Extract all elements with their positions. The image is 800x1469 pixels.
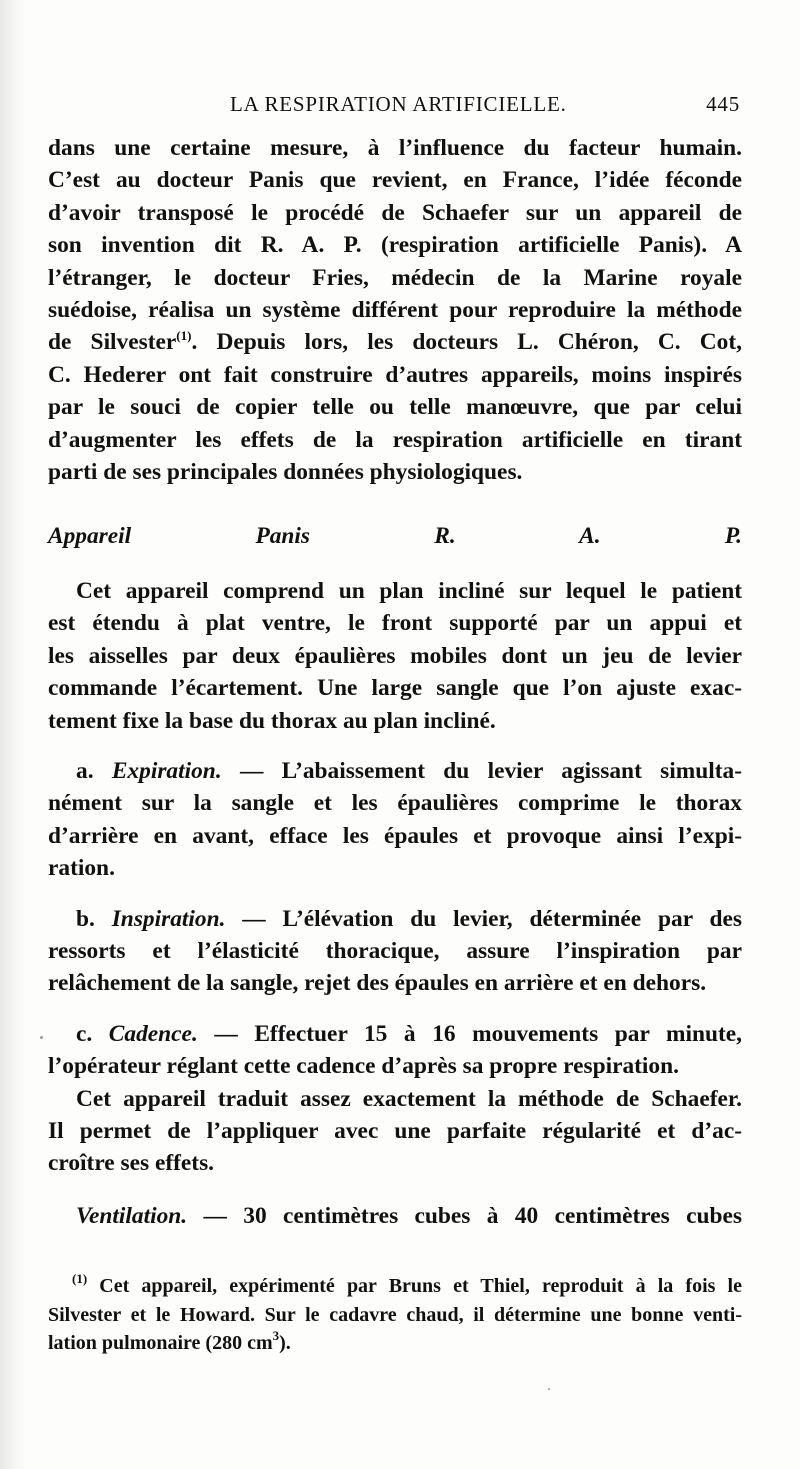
spacer [48,885,742,903]
text-line: Cet appareil traduit assez exactement la méthode de Schaefer. [76,1085,742,1112]
text-line: son invention dit R. A. P. (respiration artificielle Panis). A [48,232,742,259]
item-term: Ventilation. [76,1202,188,1229]
text-line: Il permet de l’appliquer avec une parfaite régularité et d’ac- [48,1117,742,1144]
text-line: d’arrière en avant, efface les épaules et provoque ainsi l’expi- [48,822,742,849]
spacer [48,553,742,575]
spacer [48,1000,742,1018]
main-text [48,132,742,1232]
superscript: 3 [272,1328,280,1343]
text-line: C. Hederer ont fait construire d’autres appareils, moins inspirés [48,361,742,388]
expiration-paragraph [48,755,742,885]
text-line [48,1018,742,1050]
text-line: d’augmenter les effets de la respiration artificielle en tirant [48,426,742,453]
text-fragment: — 30 centimètres cubes à 40 centimètres cubes [187,1202,742,1229]
item-letter: c. [76,1020,109,1047]
item-term: Cadence. [108,1020,198,1047]
page-number: 445 [706,92,740,116]
text-line [48,755,742,787]
summary-paragraph [48,1083,742,1180]
section-heading: Appareil Panis R. A. P. [48,523,742,550]
text-line: Cet appareil comprend un plan incliné sur lequel le patient [76,577,742,604]
footnote-reference[interactable]: (1) [176,328,192,344]
text-line: est étendu à plat ventre, le front supporté par un appui et [48,610,742,637]
text-line [48,1200,742,1232]
item-term: Inspiration. [111,905,226,932]
text-line: suédoise, réalisa un système différent pour reproduire la méthode [48,297,742,324]
running-title: LA RESPIRATION ARTIFICIELLE. [230,92,567,116]
text-line: les aisselles par deux épaulières mobiles dont un jeu de levier [48,642,742,669]
text-fragment: Cet appareil, expérimenté par Bruns et Thiel, reproduit à la fois le [87,1275,742,1297]
text-fragment: lation pulmonaire (280 cm [48,1332,273,1354]
ventilation-paragraph [48,1200,742,1232]
text-line: C’est au docteur Panis que revient, en France, l’idée féconde [48,167,742,194]
text-line: tement fixe la base du thorax au plan incliné. [48,707,496,734]
text-fragment: — L’abaissement du levier agissant simulta- [221,757,743,784]
item-letter: a. [76,757,112,784]
text-line [48,903,742,935]
footnote-line [48,1272,742,1301]
spacer [48,737,742,755]
item-letter: b. [76,905,112,932]
text-line: d’avoir transposé le procédé de Schaefer sur un appareil de [48,199,742,226]
inspiration-paragraph [48,903,742,1000]
text-line: dans une certaine mesure, à l’influence du facteur humain. [48,135,742,161]
spacer [48,1180,742,1200]
scan-speck [548,1388,550,1390]
text-fragment: — Effectuer 15 à 16 mouvements par minute, [197,1020,742,1047]
footnote-line: Silvester et le Howard. Sur le cadavre chaud, il détermine une bonne venti- [48,1303,742,1326]
text-fragment: de Silvester [48,329,177,356]
binding-gutter-shadow [0,0,26,1469]
text-line: par le souci de copier telle ou telle manœuvre, que par celui [48,394,742,421]
running-header [48,88,742,124]
text-line: relâchement de la sangle, rejet des épaules en arrière et en dehors. [48,970,707,997]
footnote [48,1272,742,1358]
scan-speck [40,1036,43,1039]
text-fragment: ). [279,1332,291,1354]
text-line: ressorts et l’élasticité thoracique, assure l’inspiration par [48,937,742,964]
text-line: croître ses effets. [48,1150,215,1177]
text-line: nément sur la sangle et les épaulières comprime le thorax [48,790,742,817]
text-line: ration. [48,855,115,882]
description-paragraph [48,575,742,737]
text-line [48,326,742,358]
footnote-marker: (1) [72,1271,88,1286]
item-term: Expiration. [111,757,222,784]
text-fragment: . Depuis lors, les docteurs L. Chéron, C. Cot, [191,329,742,356]
intro-paragraph [48,132,742,488]
text-fragment: — L’élévation du levier, déterminée par des [225,905,742,932]
text-line: parti de ses principales données physiologiques. [48,459,523,486]
cadence-paragraph [48,1018,742,1083]
text-line: l’opérateur réglant cette cadence d’après sa propre respiration. [48,1053,679,1080]
spacer [48,488,742,520]
footnote-line [48,1329,742,1358]
text-line: commande l’écartement. Une large sangle que l’on ajuste exac- [48,675,742,702]
text-line: l’étranger, le docteur Fries, médecin de la Marine royale [48,264,742,291]
